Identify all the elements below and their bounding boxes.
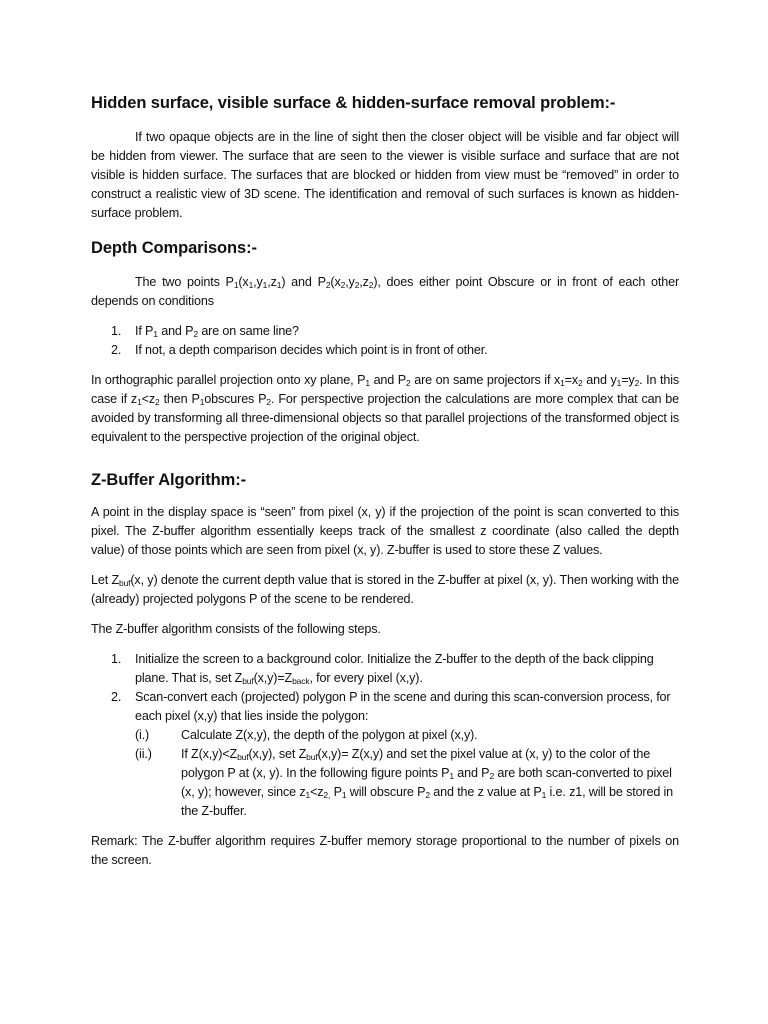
depth-conditions-list <box>91 322 679 360</box>
document-page <box>91 92 679 870</box>
list-item: 2. If not, a depth comparison decides which point is in front of other. <box>111 343 488 357</box>
list-item: 2. Scan-convert each (projected) polygon P in the scene and during this scan-conversion process, for each pixel (x,y) that lies inside the polygon: (i.) Calculate Z(x,y), the depth of the polygon at pixel (x,y). (ii.) If $Z(x,y)<Z_{buf}(x,y)$, set $Z_{buf}(x,y)= Z(x,y)$ and set the pixel value at (x, y) to the color of the polygon P at (x, y). In the following figure points $P_1$ and $P_2$ are both scan-converted to pixel (x, y); however, since $z_1<z_{2,}$ $P_1$ will obscure $P_2$ and the z value at $P_1$ i.e. z1, will be stored in the Z-buffer. <box>91 688 679 821</box>
list-item: 1. Initialize the screen to a background color. Initialize the Z-buffer to the depth of the back clipping plane. That is, set $Z_{buf}(x,y)=Z_{back}$, for every pixel (x,y). <box>111 652 654 686</box>
paragraph-z-buf-definition: Let $Z_{buf}(x$, y) denote the current depth value that is stored in the Z-buffer at pixel (x, y). Then working with the (already) projected polygons P of the scene to be rendered. <box>91 573 679 606</box>
heading-hidden-surface: Hidden surface, visible surface & hidden-surface removal problem:- <box>91 94 616 112</box>
sub-steps-list <box>135 726 679 821</box>
paragraph-z-buffer-intro: A point in the display space is “seen” from pixel (x, y) if the projection of the point is scan converted to this pixel. The Z-buffer algorithm essentially keeps track of the smallest z coordinate (also called the depth value) of those points which are seen from pixel (x, y). Z-buffer is used to store these Z values. <box>91 505 679 557</box>
paragraph-steps-intro: The Z-buffer algorithm consists of the following steps. <box>91 622 381 636</box>
paragraph-orthographic: In orthographic parallel projection onto xy plane, $P_1$ and $P_2$ are on same projectors if $x_1=x_2$ and $y_1=y_2$. In this case if $z_1<z_2$ then $P_1obscures$ $P_2$. For perspective projection the calculations are more complex that can be avoided by transforming all three-dimensional objects so that parallel projections of the transformed object is equivalent to the perspective projection of the original object. <box>91 373 680 444</box>
heading-depth-comparisons: Depth Comparisons:- <box>91 239 257 257</box>
paragraph-depth-intro: The two points $P_1(x_1,y_1,z_1)$ and $P_2(x_2,y_2,z_2)$, does either point Obscure or in front of each other depends on conditions <box>91 275 680 308</box>
list-item: 1. If $P_1$ and $P_2$ are on same line? <box>111 324 299 339</box>
heading-z-buffer: Z-Buffer Algorithm:- <box>91 471 247 489</box>
z-buffer-steps-list <box>91 650 679 821</box>
list-item: (i.) Calculate Z(x,y), the depth of the polygon at pixel (x,y). <box>135 728 478 742</box>
paragraph-remark: Remark: The Z-buffer algorithm requires Z-buffer memory storage proportional to the number of pixels on the screen. <box>91 834 679 867</box>
paragraph-hidden-surface: If two opaque objects are in the line of sight then the closer object will be visible and far object will be hidden from viewer. The surface that are seen to the viewer is visible surface and surface that are not visible is hidden surface. The surfaces that are blocked or hidden from view must be “removed” in order to construct a realistic view of 3D scene. The identification and removal of such surfaces is known as hidden-surface problem. <box>91 130 679 220</box>
list-item: (ii.) If $Z(x,y)<Z_{buf}(x,y)$, set $Z_{buf}(x,y)= Z(x,y)$ and set the pixel value at (x, y) to the color of the polygon P at (x, y). In the following figure points $P_1$ and $P_2$ are both scan-converted to pixel (x, y); however, since $z_1<z_{2,}$ $P_1$ will obscure $P_2$ and the z value at $P_1$ i.e. z1, will be stored in the Z-buffer. <box>135 747 674 818</box>
